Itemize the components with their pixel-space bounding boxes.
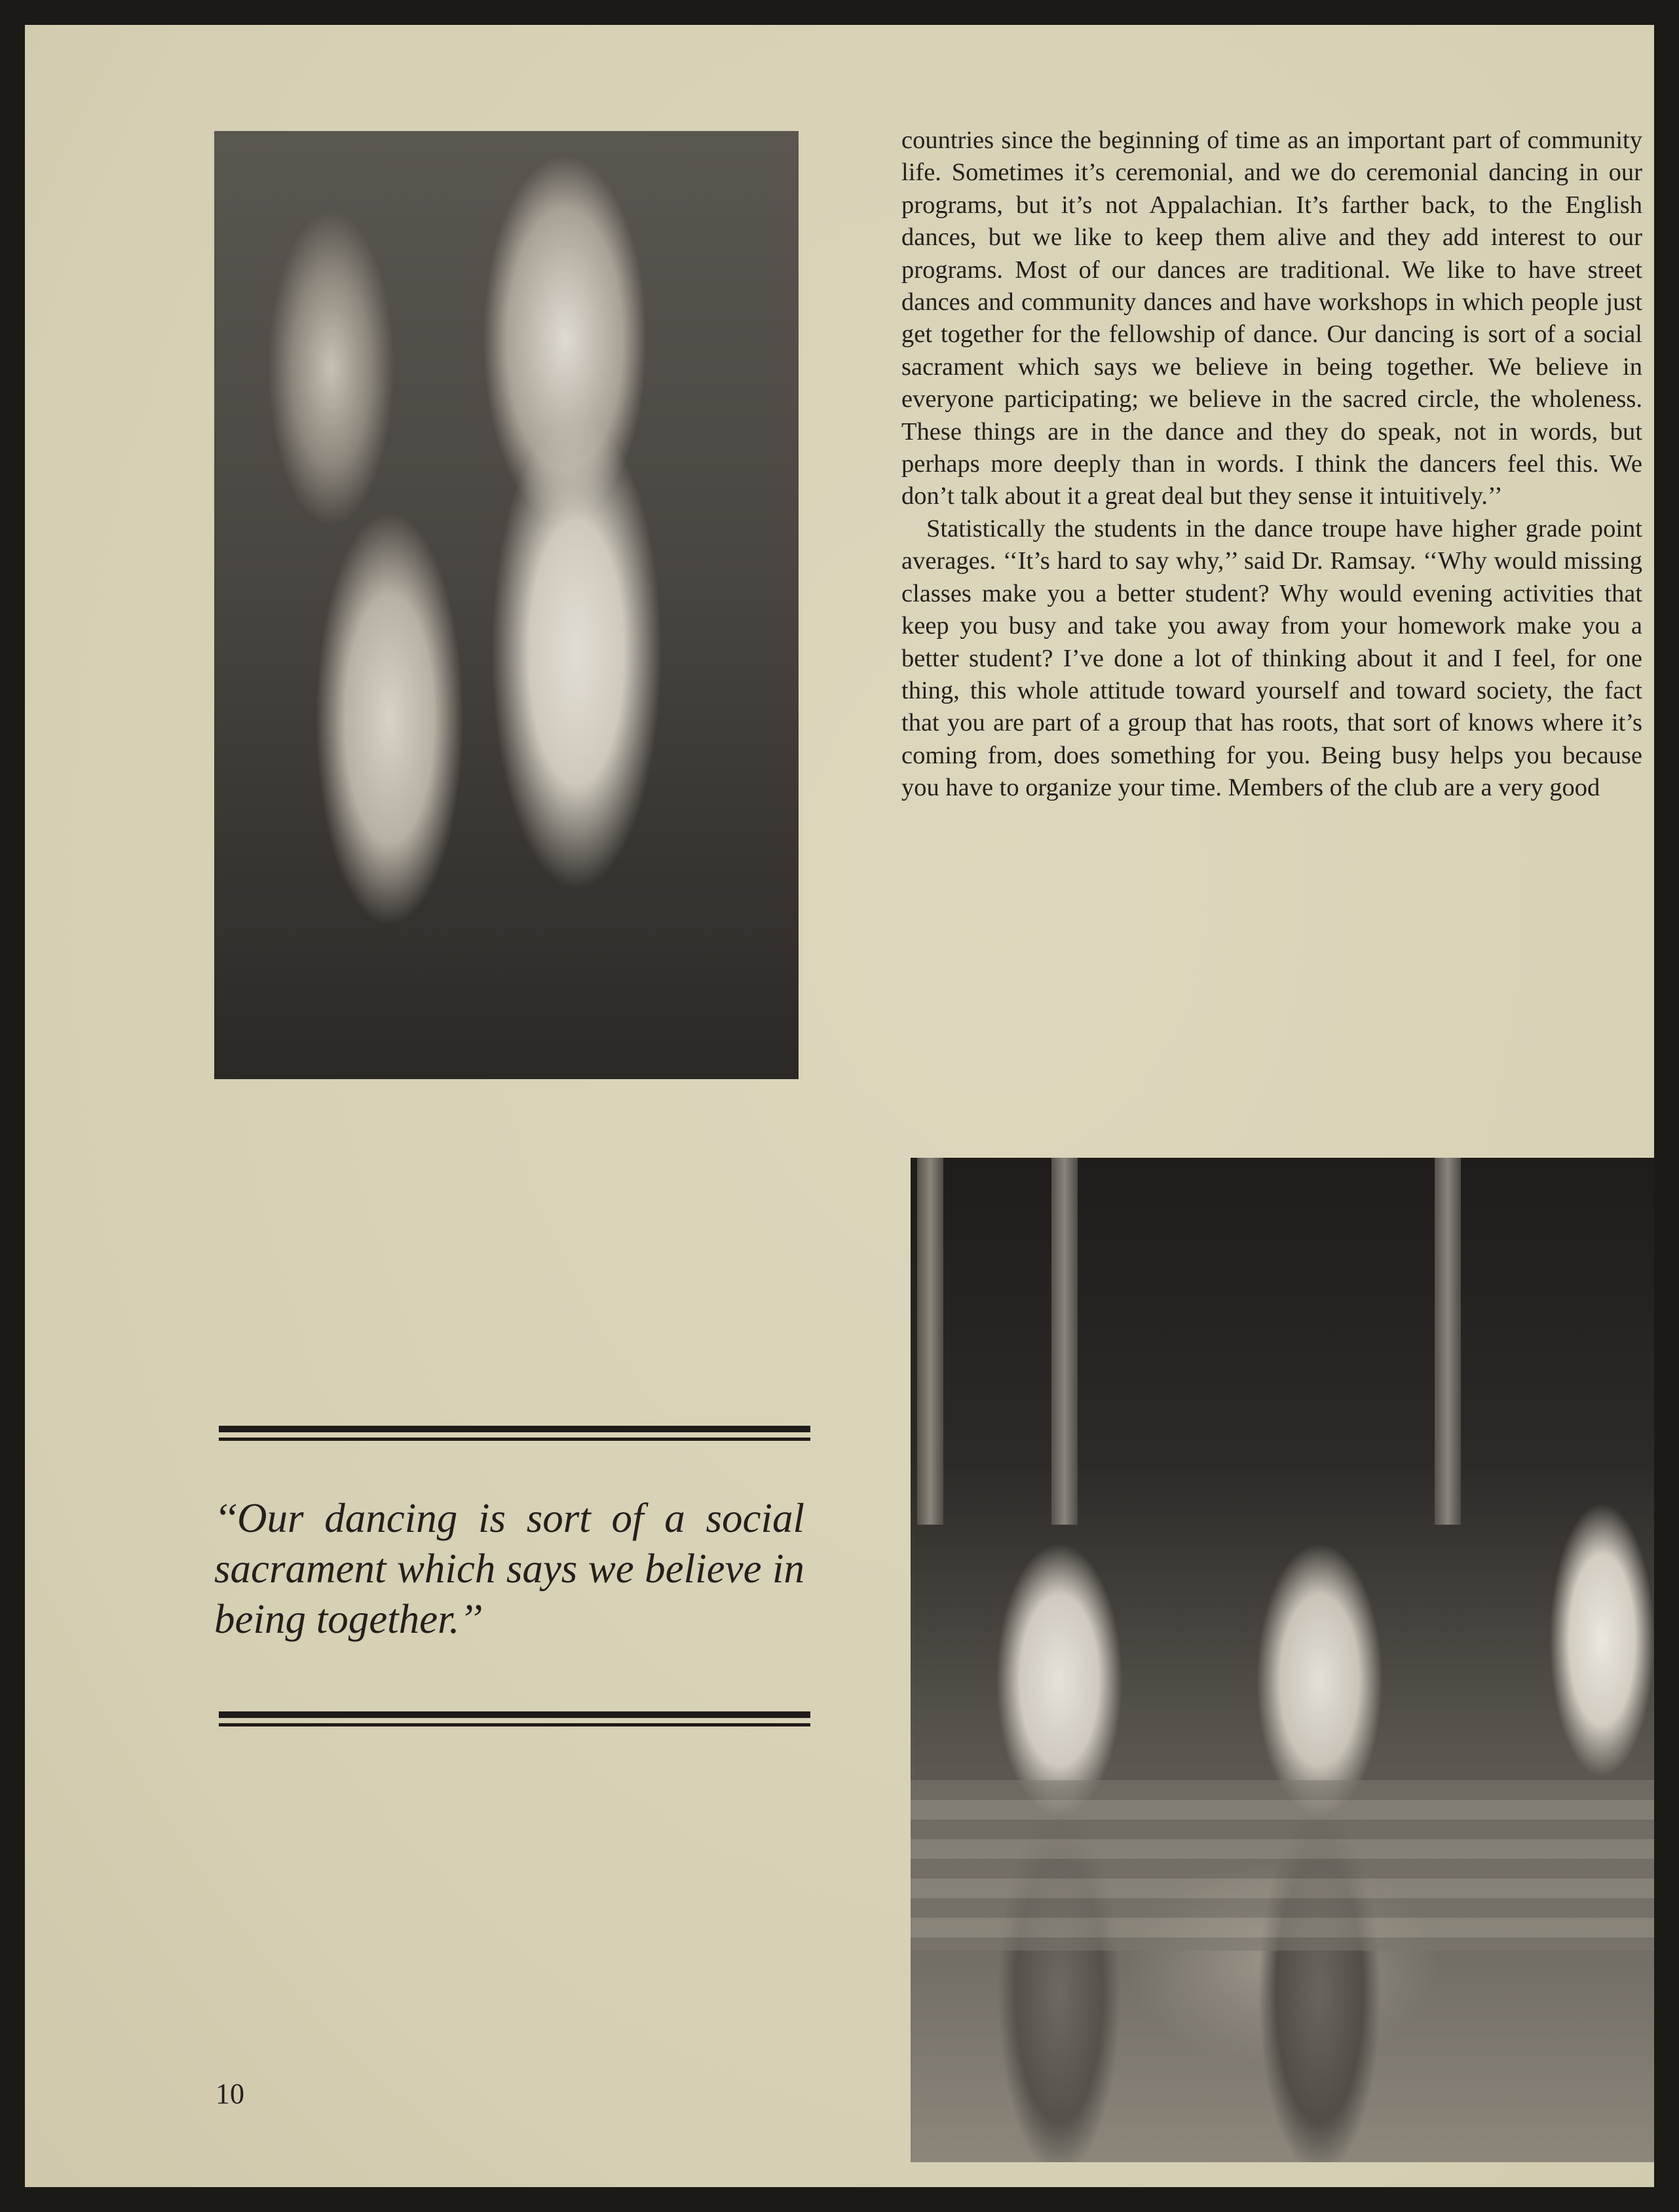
pull-quote: ‘‘Our dancing is sort of a social sacrament which says we believe in being together.’’: [214, 1495, 804, 1642]
photo-pillar: [1051, 1158, 1078, 1525]
pull-quote-top-rule: [219, 1426, 810, 1441]
article-paragraph: countries since the beginning of time as an important part of community life. Sometimes it’s ceremonial, and we do ceremonial dancing in our programs, but it’s not Appalachian. It’s farther back, to the English dances, but we like to keep them alive and they add interest to our programs. Most of our dances are traditional. We like to have street dances and community dances and have workshops in which people just get together for the fellowship of dance. Our dancing is sort of a social sacrament which says we believe in being together. We believe in everyone participating; we believe in the sacred circle, the wholeness. These things are in the dance and they do speak, not in words, but perhaps more deeply than in words. I think the dancers feel this. We don’t talk about it a great deal but they sense it intuitively.’’: [901, 126, 1642, 510]
photo-dancers-procession: [214, 131, 799, 1079]
article-paragraph: Statistically the students in the dance troupe have higher grade point averages. ‘‘It’s hard to say why,’’ said Dr. Ramsay. ‘‘Why would missing classes make you a better student? Why would evening activities that keep you busy and take you away from your homework make you a better student? I’ve done a lot of thinking about it and I feel, for one thing, this whole attitude toward yourself and toward society, the fact that you are part of a group that has roots, that sort of knows where it’s coming from, does something for you. Being busy helps you because you have to organize your time. Members of the club are a very good: [901, 514, 1642, 802]
photo-sword-dancers: [911, 1158, 1654, 2162]
article-body: [901, 124, 1642, 805]
photo-steps: [911, 1780, 1654, 1951]
photo-pillar: [917, 1158, 943, 1525]
photo-pillar: [1435, 1158, 1461, 1525]
page-number: 10: [216, 2078, 244, 2110]
pull-quote-bottom-rule: [219, 1711, 810, 1726]
